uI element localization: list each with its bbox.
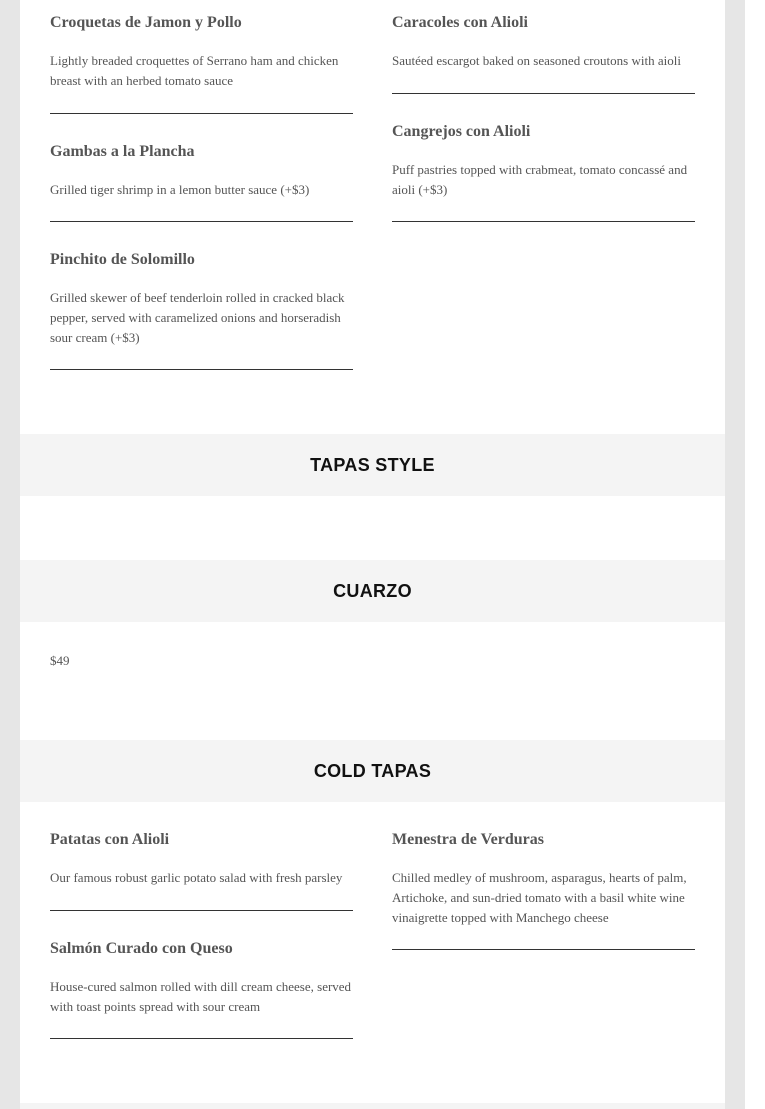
section-title: COLD TAPAS <box>313 760 432 781</box>
menu-item <box>392 829 695 928</box>
menu-item-description: Chilled medley of mushroom, asparagus, hearts of palm, Artichoke, and sun-dried tomato with a basil white wine vinaigrette topped with Manchego cheese <box>392 870 687 925</box>
menu-item-description: Puff pastries topped with crabmeat, tomato concassé and aioli (+$3) <box>392 162 688 197</box>
divider <box>392 221 695 222</box>
divider <box>50 1038 353 1039</box>
menu-item <box>392 12 695 71</box>
menu-item <box>50 249 353 348</box>
menu-page <box>20 0 725 1109</box>
page-edge <box>745 0 765 1109</box>
menu-item-title: Gambas a la Plancha <box>50 143 195 160</box>
section-title: TAPAS STYLE <box>310 454 435 475</box>
menu-item-description: Our famous robust garlic potato salad with fresh parsley <box>50 870 343 885</box>
section-header <box>20 434 725 496</box>
section-header-partial <box>20 1103 725 1109</box>
divider <box>50 369 353 370</box>
menu-item <box>50 938 353 1017</box>
menu-item <box>50 829 353 888</box>
menu-item <box>50 12 353 91</box>
divider <box>392 93 695 94</box>
divider <box>50 221 353 222</box>
menu-item-title: Cangrejos con Alioli <box>392 123 531 140</box>
menu-item-title: Croquetas de Jamon y Pollo <box>50 14 242 31</box>
menu-item-description: Grilled skewer of beef tenderloin rolled in cracked black pepper, served with caramelized onions and horseradish sour cream (+$3) <box>50 290 345 345</box>
menu-item-description: Grilled tiger shrimp in a lemon butter sauce (+$3) <box>50 182 310 197</box>
section-header <box>20 740 725 802</box>
menu-item-description: Lightly breaded croquettes of Serrano ham and chicken breast with an herbed tomato sauce <box>50 53 339 88</box>
divider <box>50 910 353 911</box>
section-title: CUARZO <box>333 580 412 601</box>
menu-item <box>50 141 353 200</box>
menu-item-title: Pinchito de Solomillo <box>50 251 195 268</box>
section-header <box>20 560 725 622</box>
divider <box>50 113 353 114</box>
menu-item-title: Menestra de Verduras <box>392 831 544 848</box>
menu-item-description: House-cured salmon rolled with dill cream cheese, served with toast points spread with sour cream <box>50 979 352 1014</box>
price-label: $49 <box>50 653 70 668</box>
menu-item-description: Sautéed escargot baked on seasoned croutons with aioli <box>392 53 681 68</box>
menu-item-title: Salmón Curado con Queso <box>50 940 233 957</box>
menu-item-title: Caracoles con Alioli <box>392 14 528 31</box>
menu-item <box>392 121 695 200</box>
menu-item-title: Patatas con Alioli <box>50 831 170 848</box>
divider <box>392 949 695 950</box>
